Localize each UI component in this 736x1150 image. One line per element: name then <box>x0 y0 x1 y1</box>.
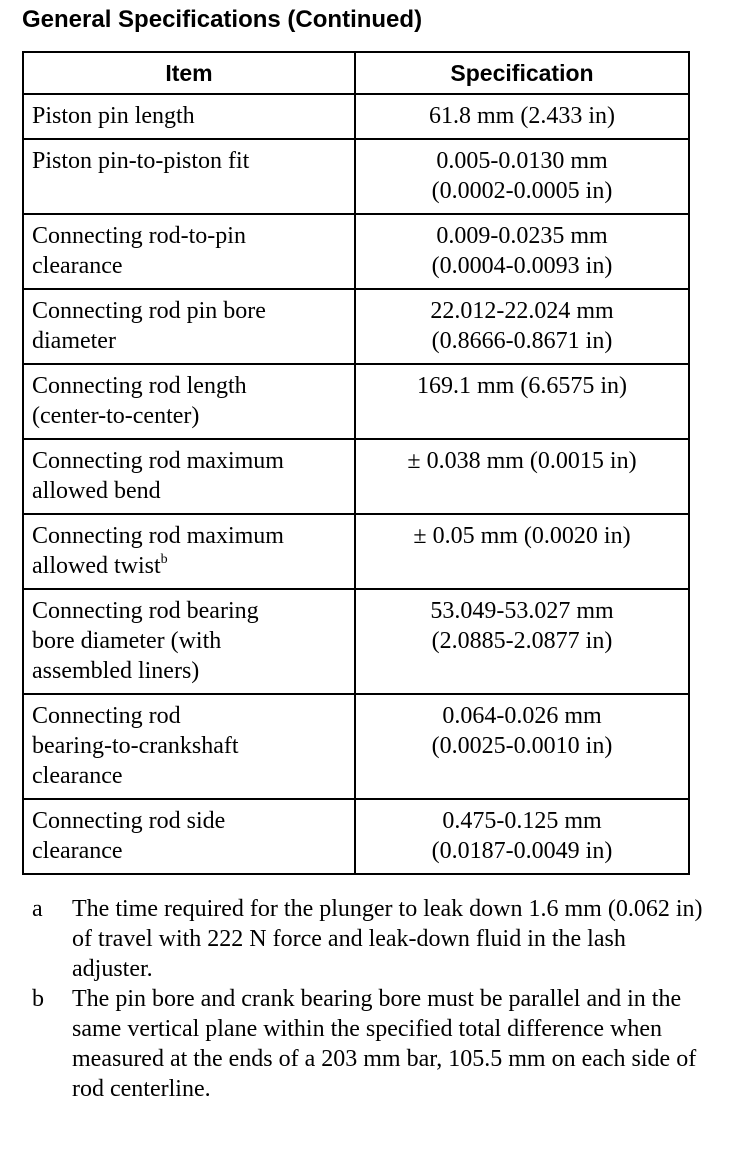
item-cell <box>23 94 355 139</box>
page-title: General Specifications (Continued) <box>22 6 423 33</box>
table-row <box>23 799 689 874</box>
footnote-reference: b <box>160 552 168 567</box>
item-text-line <box>32 101 346 131</box>
table-body <box>23 94 689 874</box>
specification-text: 61.8 mm (2.433 in) <box>429 103 615 129</box>
item-text: Connecting rod pin bore <box>32 298 266 324</box>
item-text-line <box>32 626 346 656</box>
specification-text: ± 0.038 mm (0.0015 in) <box>407 448 637 474</box>
item-text: clearance <box>32 253 123 279</box>
specification-cell <box>355 589 689 694</box>
specification-text: (0.8666-0.8671 in) <box>431 328 613 354</box>
specification-text: 0.005-0.0130 mm <box>436 148 608 174</box>
specification-text: ± 0.05 mm (0.0020 in) <box>413 523 631 549</box>
specification-cell <box>355 364 689 439</box>
table-row <box>23 589 689 694</box>
item-text: Connecting rod length <box>32 373 247 399</box>
item-text-line <box>32 446 346 476</box>
item-text-line <box>32 656 346 686</box>
item-text-line <box>32 221 346 251</box>
specification-text: 53.049-53.027 mm <box>430 598 614 624</box>
item-text-line <box>32 251 346 281</box>
item-text-line <box>32 761 346 791</box>
specification-text: (0.0025-0.0010 in) <box>431 733 613 759</box>
item-cell <box>23 214 355 289</box>
specification-text: 22.012-22.024 mm <box>430 298 614 324</box>
specification-text: 0.475-0.125 mm <box>442 808 602 834</box>
specification-cell <box>355 289 689 364</box>
item-text: assembled liners) <box>32 658 200 684</box>
table-row <box>23 94 689 139</box>
item-text: clearance <box>32 838 123 864</box>
specification-text: (0.0002-0.0005 in) <box>431 178 613 204</box>
item-text: clearance <box>32 763 123 789</box>
item-text-line <box>32 596 346 626</box>
table-row <box>23 514 689 589</box>
specification-text: (0.0004-0.0093 in) <box>431 253 613 279</box>
item-cell <box>23 694 355 799</box>
item-cell <box>23 439 355 514</box>
item-text: allowed bend <box>32 478 161 504</box>
specification-cell <box>355 214 689 289</box>
item-text: Connecting rod maximum <box>32 523 284 549</box>
specification-text: 169.1 mm (6.6575 in) <box>417 373 627 399</box>
item-text: diameter <box>32 328 116 354</box>
item-cell <box>23 589 355 694</box>
item-text: bearing-to-crankshaft <box>32 733 239 759</box>
item-cell <box>23 289 355 364</box>
table-row <box>23 364 689 439</box>
specification-cell <box>355 94 689 139</box>
footnote-text: The time required for the plunger to leak down 1.6 mm (0.062 in) of travel with 222 N force and leak-down fluid in the lash adjuster. <box>72 896 703 982</box>
specification-cell <box>355 799 689 874</box>
specification-text: (2.0885-2.0877 in) <box>431 628 613 654</box>
item-text-line <box>32 551 346 581</box>
table-row <box>23 289 689 364</box>
table-row <box>23 694 689 799</box>
item-text-line <box>32 836 346 866</box>
table-row <box>23 214 689 289</box>
item-cell <box>23 139 355 214</box>
specification-cell <box>355 139 689 214</box>
item-text: bore diameter (with <box>32 628 222 654</box>
item-text: Connecting rod side <box>32 808 226 834</box>
item-text-line <box>32 476 346 506</box>
column-header-specification: Specification <box>355 52 689 94</box>
item-text: Connecting rod <box>32 703 181 729</box>
item-text: allowed twist <box>32 553 161 579</box>
item-text: Piston pin-to-piston fit <box>32 148 250 174</box>
footnote-a <box>32 894 712 984</box>
item-text-line <box>32 401 346 431</box>
specification-text: (0.0187-0.0049 in) <box>431 838 613 864</box>
column-header-item: Item <box>23 52 355 94</box>
item-text: Connecting rod bearing <box>32 598 259 624</box>
item-text-line <box>32 521 346 551</box>
table-row <box>23 139 689 214</box>
specification-text: 0.064-0.026 mm <box>442 703 602 729</box>
specification-text: 0.009-0.0235 mm <box>436 223 608 249</box>
item-text-line <box>32 326 346 356</box>
item-text-line <box>32 806 346 836</box>
specification-cell <box>355 694 689 799</box>
item-cell <box>23 364 355 439</box>
footnote-text: The pin bore and crank bearing bore must be parallel and in the same vertical plane within the specified total difference when measured at the ends of a 203 mm bar, 105.5 mm on each side of rod centerline. <box>72 986 697 1102</box>
footnote-mark: b <box>32 986 44 1012</box>
item-text-line <box>32 701 346 731</box>
specifications-table <box>22 51 690 875</box>
item-text: (center-to-center) <box>32 403 200 429</box>
table-row <box>23 439 689 514</box>
item-text: Piston pin length <box>32 103 195 129</box>
table-header-row <box>23 52 689 94</box>
item-cell <box>23 799 355 874</box>
item-text-line <box>32 146 346 176</box>
specification-cell <box>355 439 689 514</box>
item-cell <box>23 514 355 589</box>
specification-cell <box>355 514 689 589</box>
item-text-line <box>32 731 346 761</box>
item-text-line <box>32 296 346 326</box>
item-text: Connecting rod-to-pin <box>32 223 246 249</box>
item-text: Connecting rod maximum <box>32 448 284 474</box>
footnotes <box>32 894 712 1104</box>
footnote-b <box>32 984 712 1104</box>
footnote-mark: a <box>32 896 43 922</box>
item-text-line <box>32 371 346 401</box>
